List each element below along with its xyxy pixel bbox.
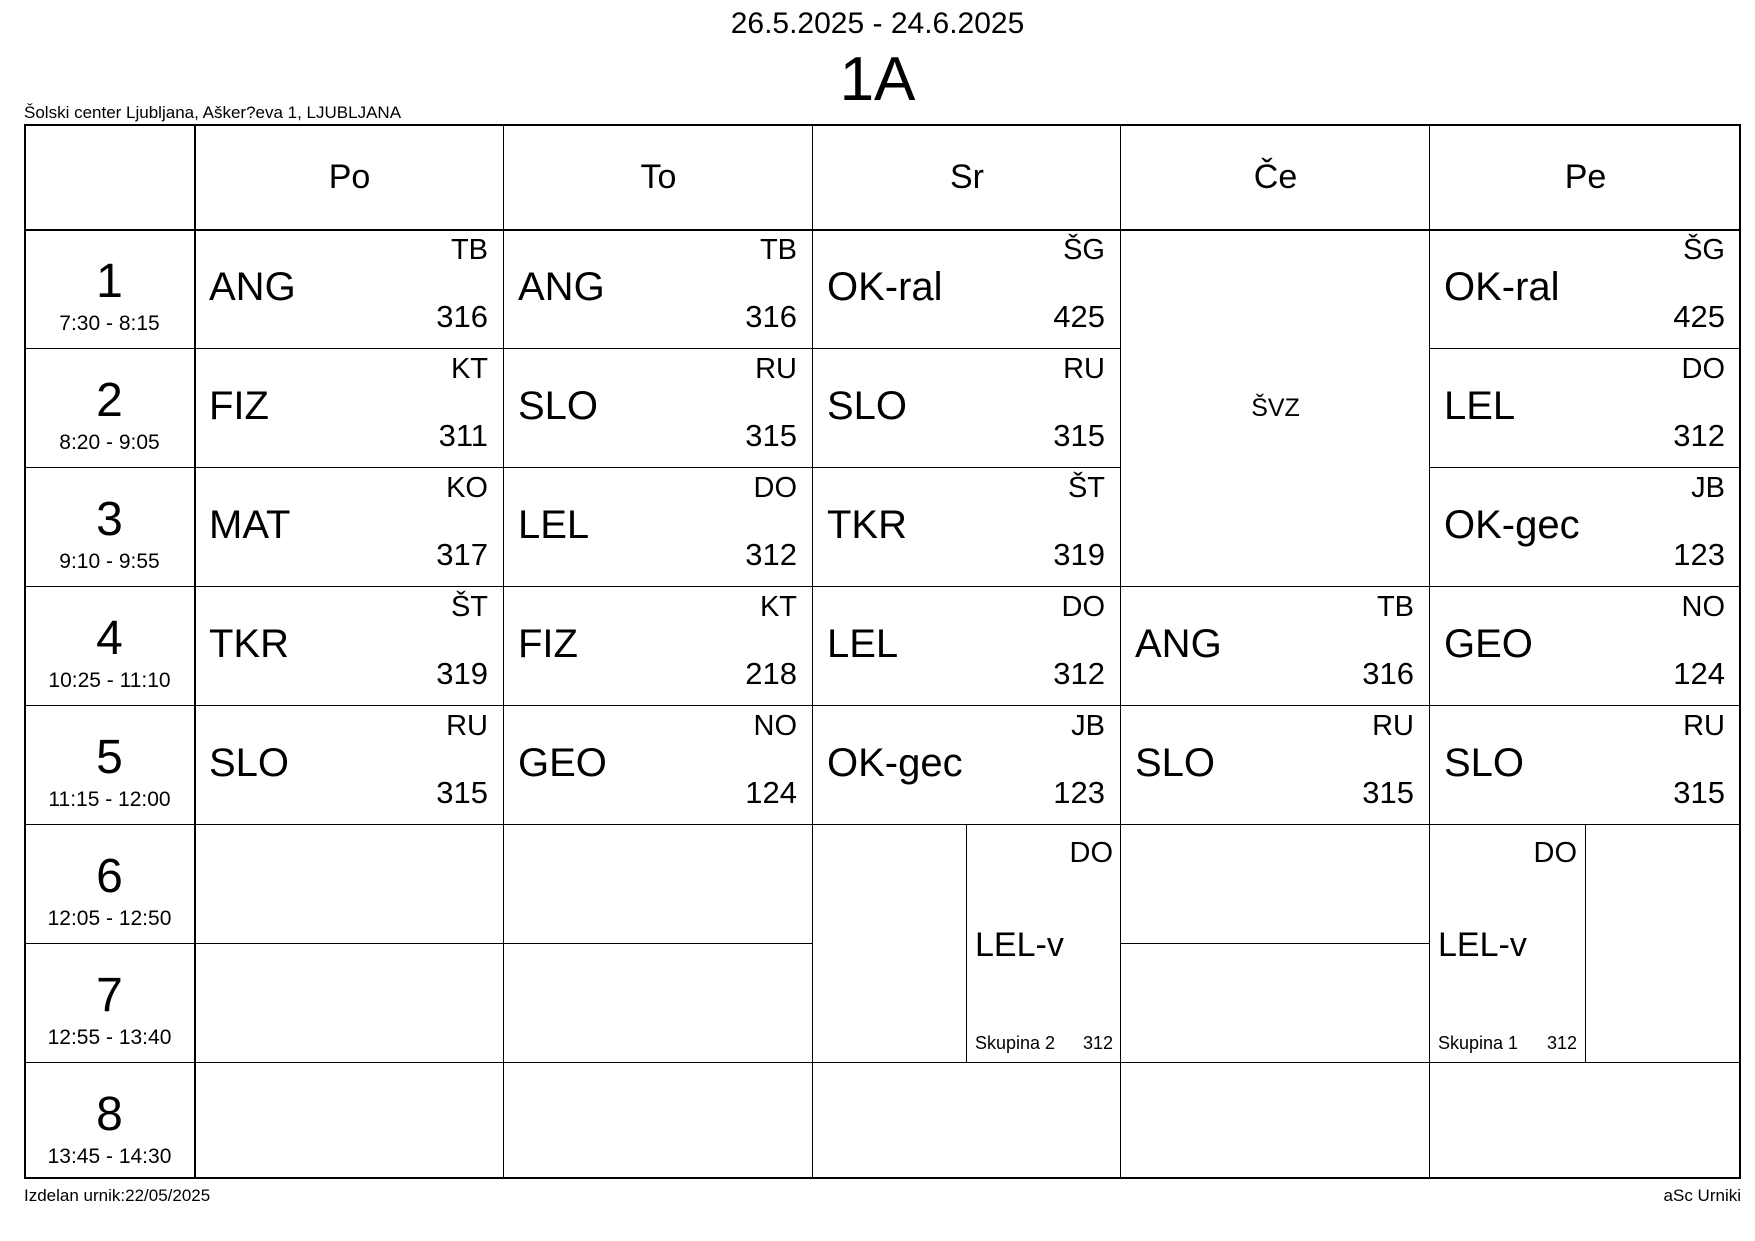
room-number: 316 xyxy=(745,299,797,334)
lesson-cell[interactable] xyxy=(1430,468,1741,587)
period-number: 3 xyxy=(96,493,123,546)
lesson-cell[interactable] xyxy=(1430,587,1741,706)
teacher-code: NO xyxy=(1681,591,1725,623)
svz-block[interactable] xyxy=(1121,230,1430,587)
period-8 xyxy=(24,1063,195,1179)
period-time: 13:45 - 14:30 xyxy=(47,1145,172,1168)
teacher-code: ŠT xyxy=(450,591,488,623)
room-number: 425 xyxy=(1053,299,1105,334)
room-number: 316 xyxy=(436,299,488,334)
lesson-cell[interactable] xyxy=(195,706,504,825)
group-label: Skupina 2 xyxy=(975,1033,1056,1053)
subject-name: SLO xyxy=(518,384,599,428)
day-header-sr: Sr xyxy=(950,157,984,196)
period-time: 12:05 - 12:50 xyxy=(47,907,172,930)
day-header-ce: Če xyxy=(1253,157,1298,196)
teacher-code: TB xyxy=(450,234,488,266)
period-time: 11:15 - 12:00 xyxy=(48,788,171,811)
lab-lesson-cell[interactable] xyxy=(967,825,1121,1063)
lesson-cell[interactable] xyxy=(504,706,813,825)
subject-name: SLO xyxy=(1444,741,1525,785)
lesson-cell[interactable] xyxy=(1121,706,1430,825)
period-3 xyxy=(24,468,195,587)
subject-name: SLO xyxy=(209,741,290,785)
teacher-code: KT xyxy=(450,353,488,385)
teacher-code: JB xyxy=(1071,710,1105,742)
period-1 xyxy=(24,230,195,349)
grid-line xyxy=(24,824,1741,825)
teacher-code: RU xyxy=(1063,353,1105,385)
room-number: 317 xyxy=(436,537,488,572)
subject-name: TKR xyxy=(827,503,907,547)
period-time: 10:25 - 11:10 xyxy=(48,669,171,692)
room-number: 315 xyxy=(1053,418,1105,453)
subject-name: LEL xyxy=(827,622,899,666)
room-number: 312 xyxy=(745,537,797,572)
room-number: 425 xyxy=(1673,299,1725,334)
period-time: 7:30 - 8:15 xyxy=(59,312,160,335)
lesson-cell[interactable] xyxy=(195,230,504,349)
room-number: 123 xyxy=(1053,775,1105,810)
lesson-cell[interactable] xyxy=(504,349,813,468)
grid-line xyxy=(503,124,504,1179)
lesson-cell[interactable] xyxy=(813,349,1121,468)
period-2 xyxy=(24,349,195,468)
room-number: 218 xyxy=(745,656,797,691)
subject-name: OK-ral xyxy=(827,265,943,309)
grid-line xyxy=(24,348,1121,349)
teacher-code: KO xyxy=(446,472,488,504)
subject-name: OK-gec xyxy=(1444,503,1580,547)
period-time: 12:55 - 13:40 xyxy=(47,1026,172,1049)
grid-line xyxy=(24,229,1741,231)
period-7 xyxy=(24,944,195,1063)
teacher-code: NO xyxy=(753,710,797,742)
period-number: 8 xyxy=(96,1088,123,1141)
period-number: 2 xyxy=(96,374,123,427)
grid-line xyxy=(966,825,967,1063)
grid-line xyxy=(24,943,813,944)
subject-name: FIZ xyxy=(518,622,578,666)
period-6 xyxy=(24,825,195,944)
teacher-code: RU xyxy=(1372,710,1414,742)
teacher-code: JB xyxy=(1691,472,1725,504)
teacher-code: KT xyxy=(759,591,797,623)
room-number: 315 xyxy=(745,418,797,453)
lesson-cell[interactable] xyxy=(195,349,504,468)
teacher-code: RU xyxy=(1683,710,1725,742)
room-number: 319 xyxy=(436,656,488,691)
period-time: 8:20 - 9:05 xyxy=(59,431,160,454)
school-name: Šolski center Ljubljana, Ašker?eva 1, LJUBLJANA xyxy=(24,103,402,122)
period-number: 7 xyxy=(96,969,123,1022)
subject-name: GEO xyxy=(1444,622,1533,666)
lesson-cell[interactable] xyxy=(1430,706,1741,825)
teacher-code: TB xyxy=(759,234,797,266)
room-number: 124 xyxy=(745,775,797,810)
grid-line xyxy=(1120,124,1121,1179)
room-number: 319 xyxy=(1053,537,1105,572)
grid-line xyxy=(194,124,196,1179)
group-label: Skupina 1 xyxy=(1438,1033,1519,1053)
grid-line xyxy=(1121,943,1430,944)
grid-line xyxy=(1430,348,1741,349)
timetable-grid xyxy=(24,124,1741,1179)
lesson-cell[interactable] xyxy=(813,706,1121,825)
grid-line xyxy=(24,1062,1741,1063)
teacher-code: TB xyxy=(1376,591,1414,623)
lesson-cell[interactable] xyxy=(813,468,1121,587)
teacher-code: RU xyxy=(446,710,488,742)
subject-name: FIZ xyxy=(209,384,269,428)
class-name: 1A xyxy=(839,45,916,114)
period-number: 5 xyxy=(96,731,123,784)
room-number: 124 xyxy=(1673,656,1725,691)
lesson-cell[interactable] xyxy=(504,230,813,349)
teacher-code: ŠT xyxy=(1067,472,1105,504)
room-number: 312 xyxy=(1082,1033,1113,1053)
subject-name: ANG xyxy=(209,265,296,309)
lesson-cell[interactable] xyxy=(195,587,504,706)
period-4 xyxy=(24,587,195,706)
period-number: 6 xyxy=(96,850,123,903)
lesson-cell[interactable] xyxy=(195,468,504,587)
teacher-code: ŠG xyxy=(1683,234,1725,266)
subject-name: SLO xyxy=(827,384,908,428)
svz-label: ŠVZ xyxy=(1251,394,1300,422)
lab-lesson-cell[interactable] xyxy=(1430,825,1585,1063)
room-number: 315 xyxy=(1362,775,1414,810)
lesson-cell[interactable] xyxy=(1430,349,1741,468)
room-number: 123 xyxy=(1673,537,1725,572)
teacher-code: DO xyxy=(1061,591,1105,623)
teacher-code: DO xyxy=(1069,837,1113,869)
grid-line xyxy=(812,124,813,1179)
grid-line xyxy=(1430,467,1741,468)
subject-name: OK-gec xyxy=(827,741,963,785)
subject-name: ANG xyxy=(1135,622,1222,666)
created-date: Izdelan urnik:22/05/2025 xyxy=(24,1186,211,1205)
subject-name: SLO xyxy=(1135,741,1216,785)
room-number: 315 xyxy=(1673,775,1725,810)
subject-name: LEL-v xyxy=(975,926,1064,964)
room-number: 312 xyxy=(1673,418,1725,453)
grid-line xyxy=(24,467,1121,468)
room-number: 316 xyxy=(1362,656,1414,691)
lesson-cell[interactable] xyxy=(504,587,813,706)
subject-name: LEL xyxy=(518,503,590,547)
day-header-pe: Pe xyxy=(1564,157,1607,196)
subject-name: OK-ral xyxy=(1444,265,1560,309)
room-number: 315 xyxy=(436,775,488,810)
subject-name: LEL-v xyxy=(1438,926,1527,964)
lesson-cell[interactable] xyxy=(504,468,813,587)
subject-name: LEL xyxy=(1444,384,1516,428)
period-5 xyxy=(24,706,195,825)
grid-line xyxy=(24,705,1741,706)
teacher-code: ŠG xyxy=(1063,234,1105,266)
lesson-cell[interactable] xyxy=(813,230,1121,349)
teacher-code: RU xyxy=(755,353,797,385)
grid-line xyxy=(1585,825,1586,1063)
grid-line xyxy=(1429,124,1430,1179)
lesson-cell[interactable] xyxy=(1121,587,1430,706)
subject-name: MAT xyxy=(209,503,291,547)
period-number: 1 xyxy=(96,255,123,308)
period-time: 9:10 - 9:55 xyxy=(59,550,160,573)
date-range: 26.5.2025 - 24.6.2025 xyxy=(730,7,1025,40)
teacher-code: DO xyxy=(1681,353,1725,385)
subject-name: GEO xyxy=(518,741,607,785)
lesson-cell[interactable] xyxy=(813,587,1121,706)
day-header-to: To xyxy=(640,157,677,196)
teacher-code: DO xyxy=(1533,837,1577,869)
room-number: 312 xyxy=(1053,656,1105,691)
period-number: 4 xyxy=(96,612,123,665)
subject-name: TKR xyxy=(209,622,289,666)
lesson-cell[interactable] xyxy=(1430,230,1741,349)
teacher-code: DO xyxy=(753,472,797,504)
room-number: 311 xyxy=(438,418,488,453)
grid-line xyxy=(24,586,1741,587)
day-header-po: Po xyxy=(328,157,371,196)
subject-name: ANG xyxy=(518,265,605,309)
vendor-label: aSc Urniki xyxy=(1663,1186,1741,1205)
room-number: 312 xyxy=(1546,1033,1577,1053)
